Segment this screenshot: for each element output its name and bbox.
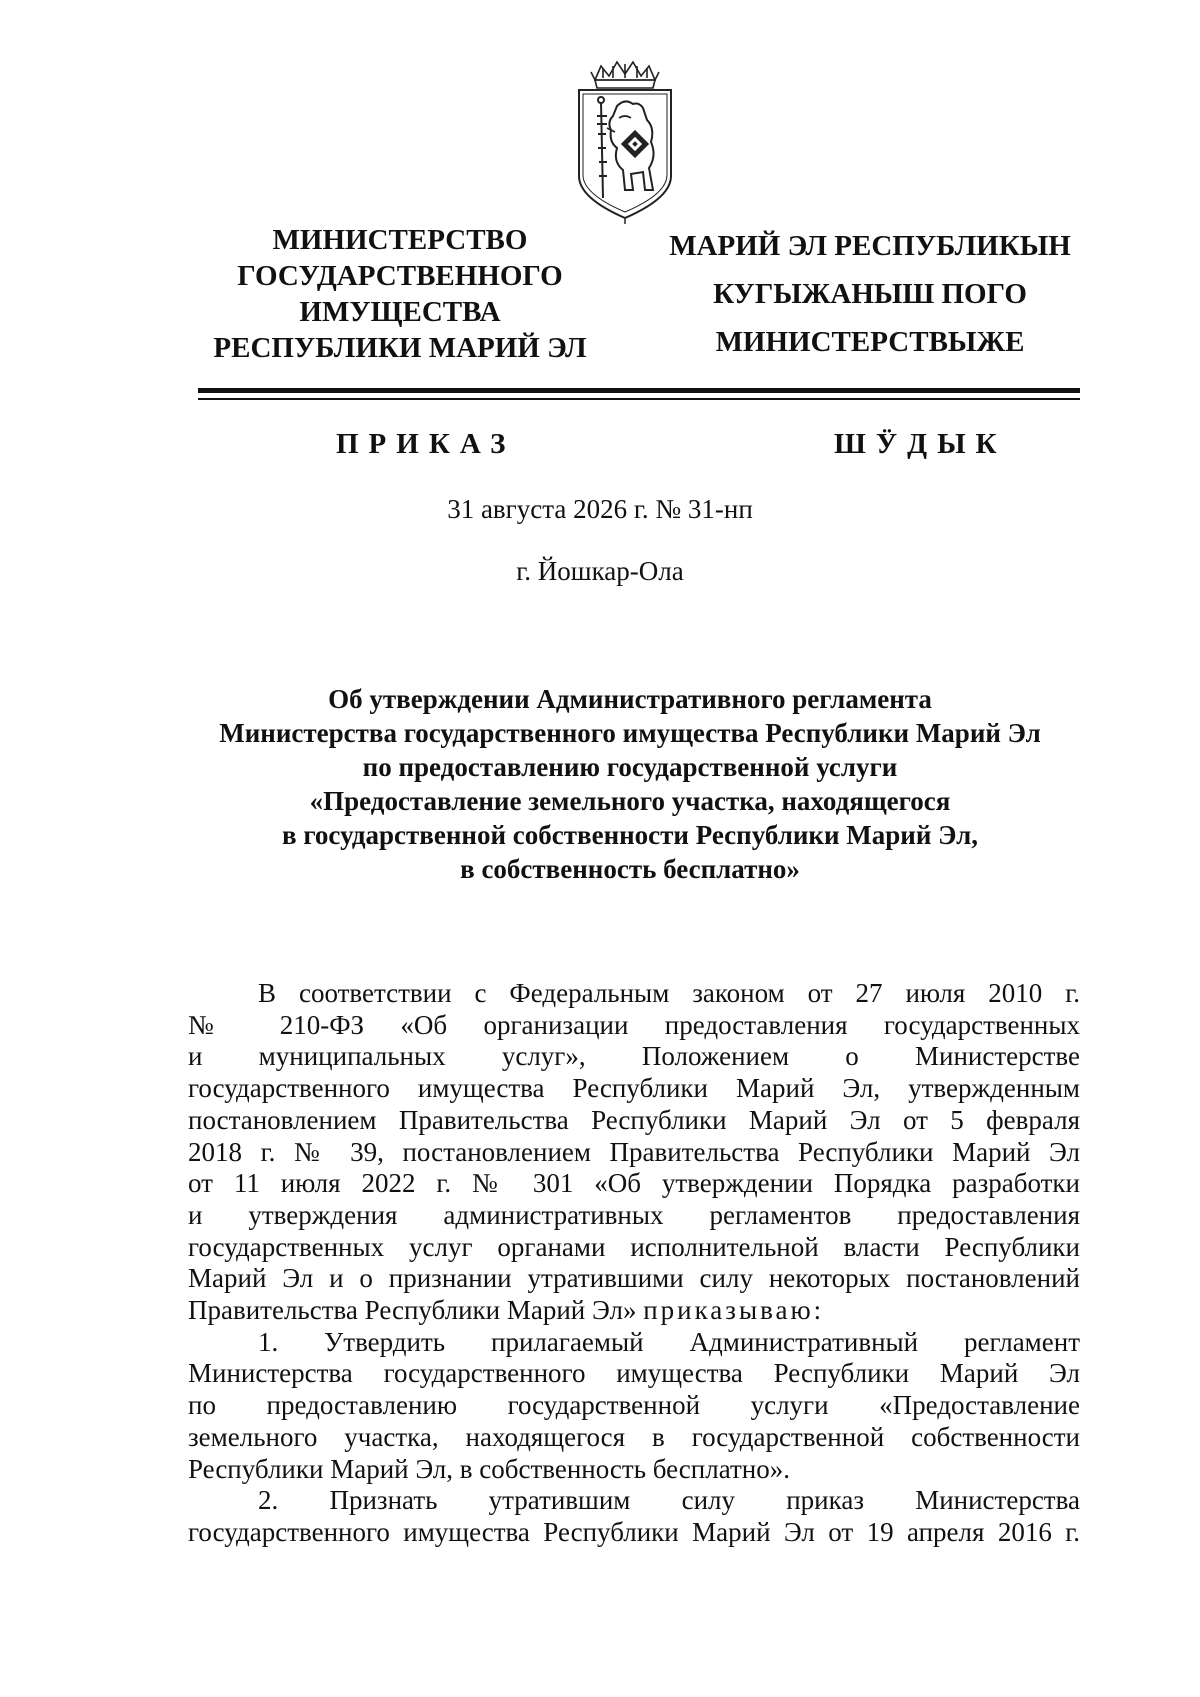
body-line: 1. Утвердить прилагаемый Административный регламент: [258, 1326, 1080, 1357]
coat-of-arms-emblem: [573, 58, 677, 226]
body-line: Марий Эл и о признании утратившими силу некоторых постановлений: [188, 1263, 1080, 1294]
body-line: № 210-ФЗ «Об организации предоставления государственных: [188, 1009, 1080, 1040]
order-city: г. Йошкар-Ола: [516, 556, 684, 586]
body-line: и муниципальных услуг», Положением о Министерстве: [188, 1041, 1080, 1072]
body-line: 2018 г. № 39, постановлением Правительства Республики Марий Эл: [188, 1136, 1080, 1167]
ministry-name-line: МАРИЙ ЭЛ РЕСПУБЛИКЫН: [669, 230, 1071, 262]
title-line: Об утверждении Административного регламента: [328, 684, 932, 714]
body-line: Республики Марий Эл, в собственность бесплатно».: [188, 1453, 791, 1484]
ministry-name-line: ИМУЩЕСТВА: [299, 296, 501, 328]
body-line: государственных услуг органами исполнительной власти Республики: [188, 1231, 1080, 1262]
ministry-name-line: ГОСУДАРСТВЕННОГО: [237, 260, 563, 292]
body-line: государственного имущества Республики Марий Эл, утвержденным: [188, 1073, 1080, 1104]
ministry-name-line: РЕСПУБЛИКИ МАРИЙ ЭЛ: [213, 332, 587, 364]
body-line: земельного участка, находящегося в государственной собственности: [188, 1421, 1080, 1452]
order-word: приказываю:: [643, 1295, 825, 1326]
title-line: «Предоставление земельного участка, находящегося: [309, 786, 951, 816]
body-line: постановлением Правительства Республики Марий Эл от 5 февраля: [188, 1104, 1080, 1135]
order-heading-russian: ПРИКАЗ: [336, 428, 516, 460]
title-line: по предоставлению государственной услуги: [362, 752, 898, 782]
header-divider-thick: [198, 388, 1080, 393]
document-title: [190, 682, 1070, 886]
ministry-name-line: МИНИСТЕРСТВЫЖЕ: [715, 326, 1025, 358]
order-date-number: 31 августа 2026 г. № 31-нп: [447, 494, 753, 524]
order-heading-mari: ШӰДЫК: [834, 428, 1007, 460]
ministry-name-line: МИНИСТЕРСТВО: [272, 224, 528, 256]
body-line: по предоставлению государственной услуги «Предоставление: [188, 1390, 1080, 1421]
body-line: Правительства Республики Марий Эл»: [188, 1295, 637, 1326]
title-line: Министерства государственного имущества Республики Марий Эл: [219, 718, 1041, 748]
body-line: от 11 июля 2022 г. № 301 «Об утверждении Порядка разработки: [188, 1168, 1080, 1199]
title-line: в собственность бесплатно»: [460, 854, 800, 884]
body-line: Министерства государственного имущества Республики Марий Эл: [188, 1358, 1080, 1389]
body-line: 2. Признать утратившим силу приказ Министерства: [258, 1485, 1080, 1516]
title-line: в государственной собственности Республики Марий Эл,: [282, 820, 978, 850]
body-line: и утверждения административных регламентов предоставления: [188, 1199, 1080, 1230]
body-line-with-order-word: [188, 1295, 1080, 1327]
body-line: государственного имущества Республики Марий Эл от 19 апреля 2016 г.: [188, 1516, 1080, 1547]
ministry-name-mari: [660, 222, 1080, 366]
ministry-name-russian: [200, 222, 600, 366]
body-line: В соответствии с Федеральным законом от 27 июля 2010 г.: [258, 978, 1080, 1008]
document-body: [188, 978, 1080, 1549]
ministry-name-line: КУГЫЖАНЫШ ПОГО: [713, 278, 1027, 310]
header-divider-thin: [198, 398, 1080, 400]
